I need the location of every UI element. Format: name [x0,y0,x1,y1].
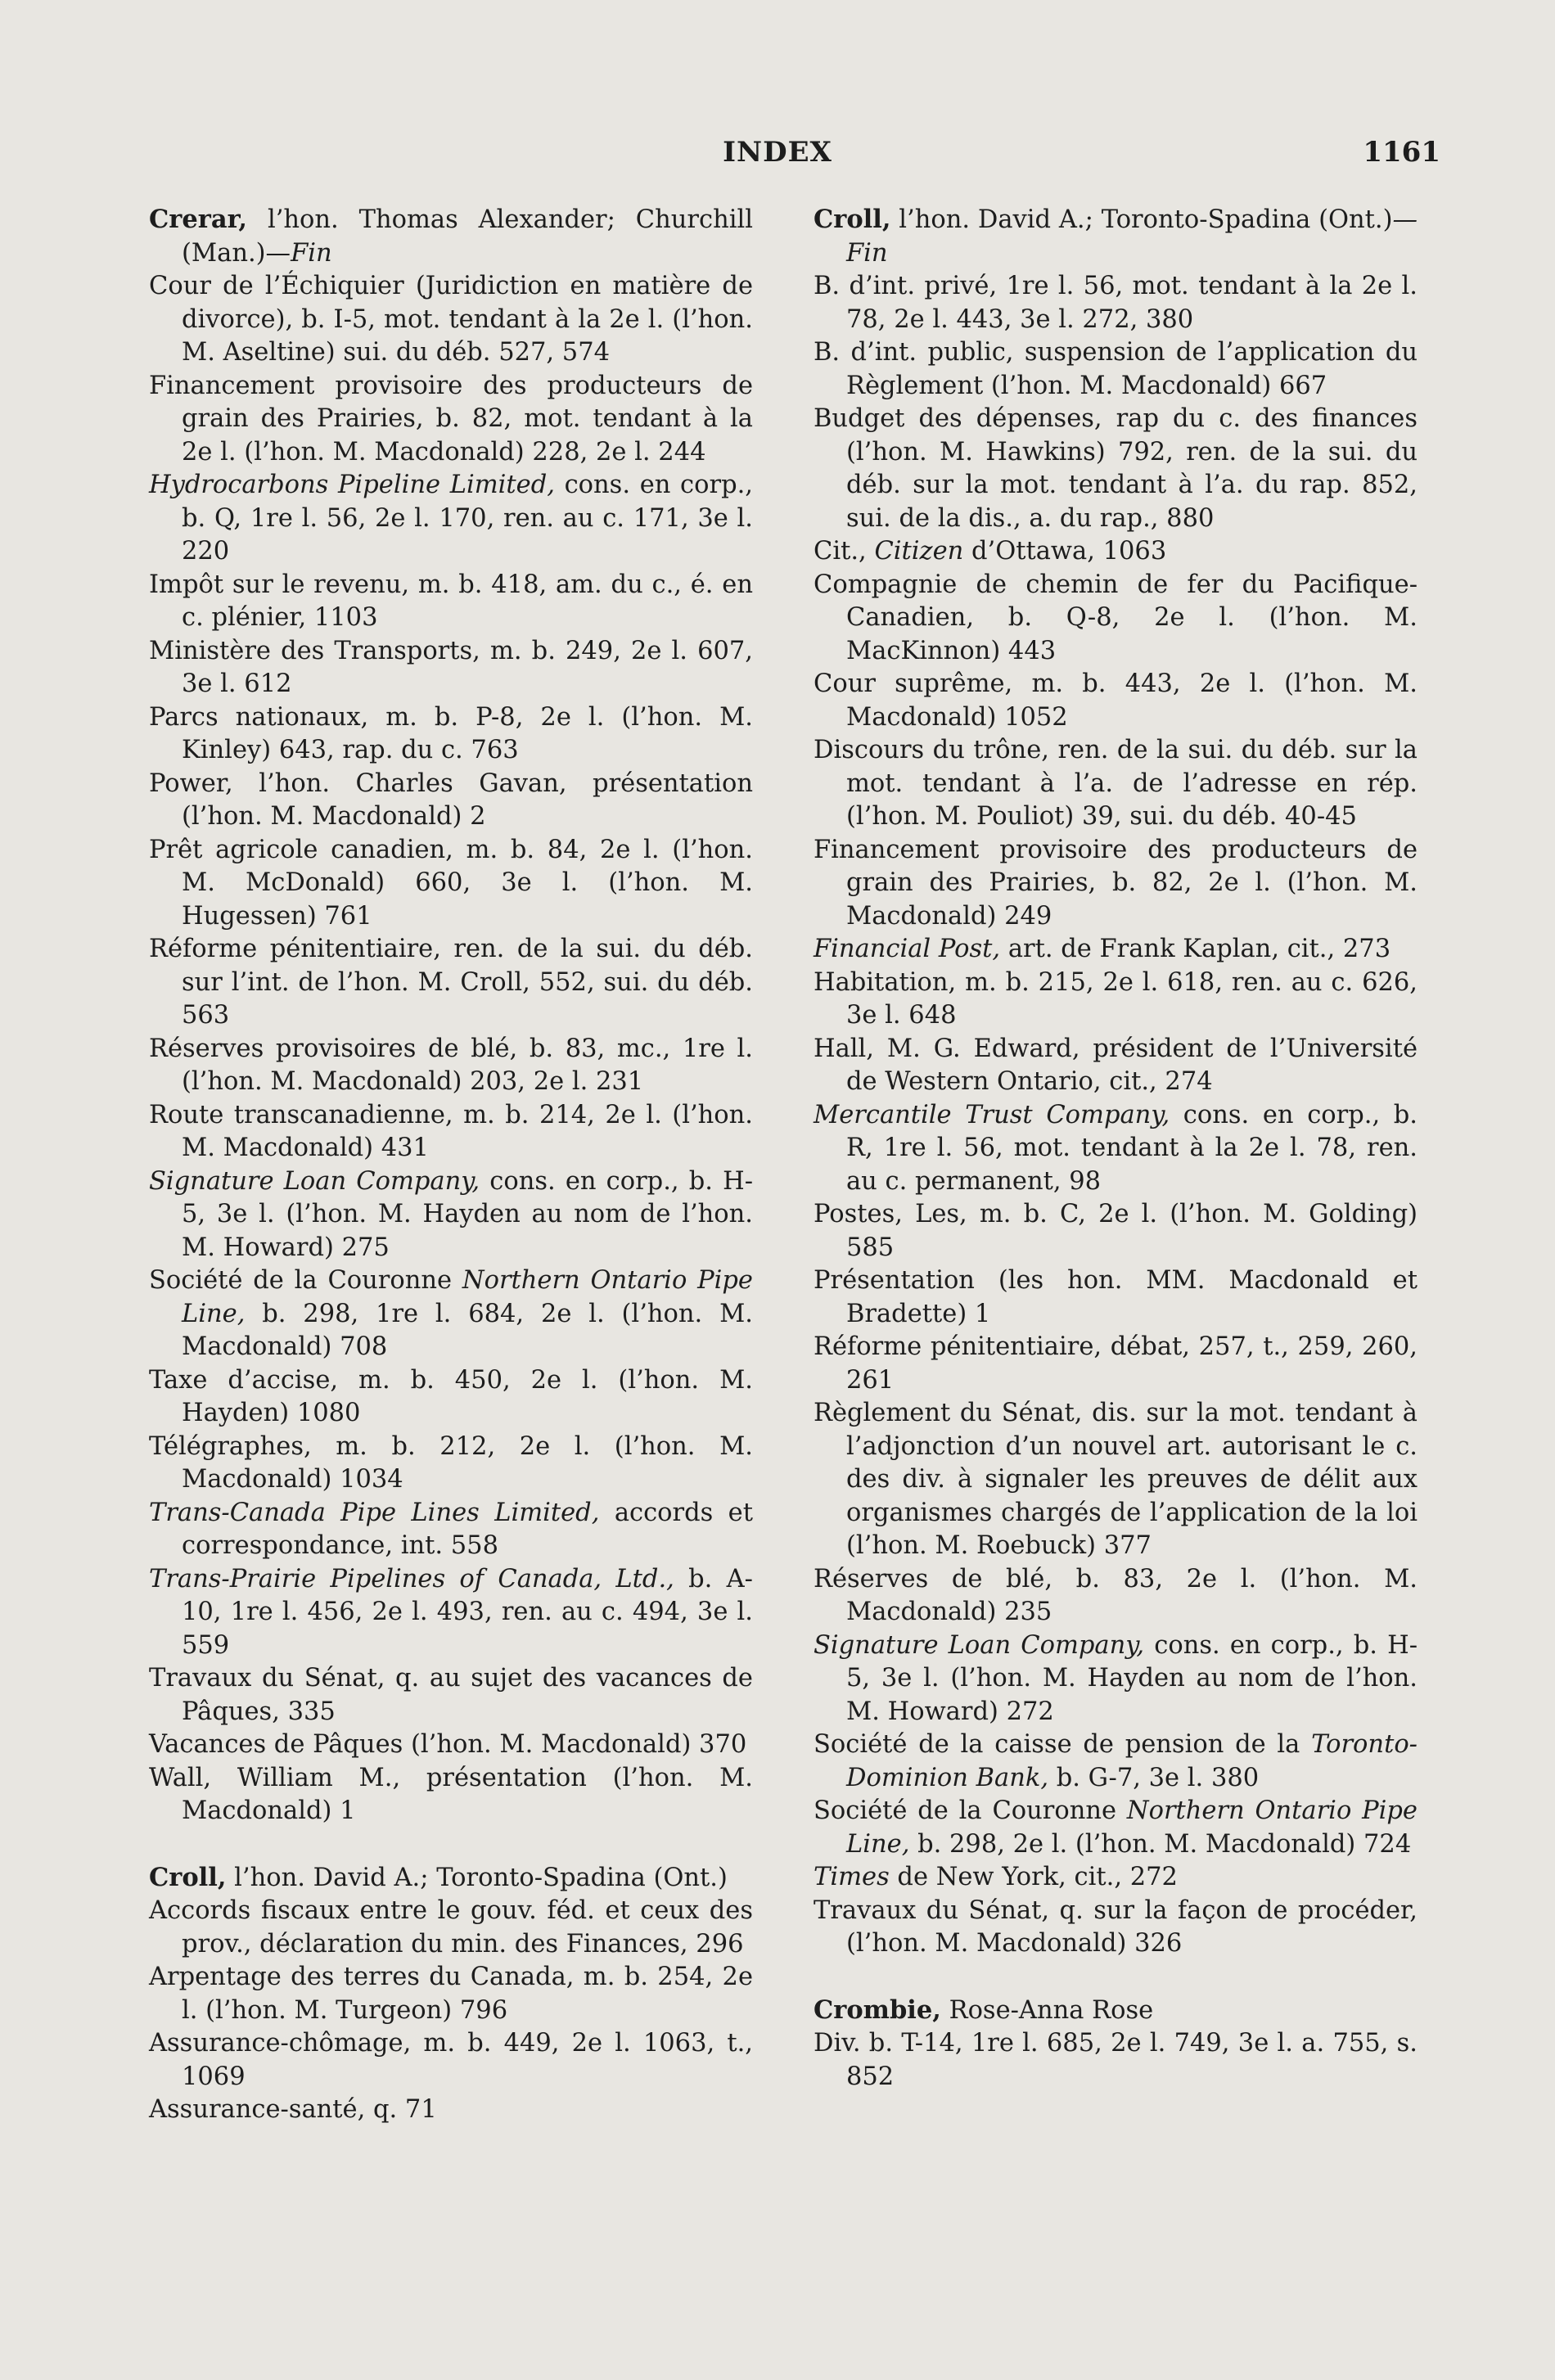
heading-name: Croll, [149,1862,227,1892]
index-subentry [115,1662,753,1729]
index-subentry [115,1729,753,1762]
index-subentry [115,1264,753,1364]
heading-name: Croll, [814,205,891,234]
index-subentry [115,701,753,768]
index-subentry [115,1099,753,1165]
entry-text: Réserves de blé, b. 83, 2e l. (l’hon. M. Macdonald) 235 [814,1564,1418,1626]
entry-italic-title: Signature Loan Company, [814,1630,1145,1660]
entry-text: Financement provisoire des producteurs de grain des Prairies, b. 82, 2e l. (l’hon. M. Macdonald) 249 [814,835,1418,931]
right-column [779,203,1418,2094]
index-subentry [779,535,1418,569]
entry-text: Parcs nationaux, m. b. P-8, 2e l. (l’hon. M. Kinley) 643, rap. du c. 763 [149,702,753,764]
index-subentry [115,1165,753,1265]
index-subentry [779,1563,1418,1629]
entry-text: B. d’int. public, suspension de l’application du Règlement (l’hon. M. Macdonald) 667 [814,338,1418,400]
index-subentry [779,734,1418,834]
index-subentry [115,635,753,701]
entry-text: B. d’int. privé, 1re l. 56, mot. tendant à la 2e l. 78, 2e l. 443, 3e l. 272, 380 [814,272,1418,334]
heading-detail: l’hon. David A.; Toronto-Spadina (Ont.) [890,205,1393,234]
entry-italic-title: Mercantile Trust Company, [814,1100,1170,1129]
entry-text: Réserves provisoires de blé, b. 83, mc., 1re l. (l’hon. M. Macdonald) 203, 2e l. 231 [149,1034,753,1096]
entry-italic-title: Northern Ontario Pipe Line, [182,1266,753,1328]
entry-text: Taxe d’accise, m. b. 450, 2e l. (l’hon. M. Hayden) 1080 [149,1365,753,1427]
index-heading [779,203,1418,270]
index-subentry [115,270,753,370]
entry-text: Wall, William M., présentation (l’hon. M. Macdonald) 1 [149,1763,753,1825]
entry-text: Cour suprême, m. b. 443, 2e l. (l’hon. M. Macdonald) 1052 [814,669,1418,732]
entry-text: Société de la Couronne [149,1266,462,1295]
index-subentry [115,1364,753,1431]
entry-text: cons. en corp., b. Q, 1re l. 56, 2e l. 170, ren. au c. 171, 3e l. 220 [182,471,753,566]
entry-text: Div. b. T-14, 1re l. 685, 2e l. 749, 3e l. a. 755, s. 852 [814,2029,1418,2091]
heading-detail: l’hon. Thomas Alexander; Churchill (Man.)— [182,205,753,268]
index-subentry [115,569,753,635]
entry-text: Prêt agricole canadien, m. b. 84, 2e l. (l’hon. M. McDonald) 660, 3e l. (l’hon. M. Hugessen) 761 [149,835,753,931]
entry-italic-title: Trans-Canada Pipe Lines Limited, [149,1498,600,1527]
entry-text: Financement provisoire des producteurs de grain des Prairies, b. 82, mot. tendant à la 2e l. (l’hon. M. Macdonald) 228, 2e l. 244 [149,371,753,467]
entry-text: de New York, cit., 272 [889,1863,1178,1891]
entry-text: Travaux du Sénat, q. au sujet des vacances de Pâques, 335 [149,1664,753,1726]
index-subentry [115,1033,753,1099]
index-subentry [779,2027,1418,2094]
entry-text: Réforme pénitentiaire, ren. de la sui. du déb. sur l’int. de l’hon. M. Croll, 552, sui. du déb. 563 [149,935,753,1030]
entry-text: Ministère des Transports, m. b. 249, 2e l. 607, 3e l. 612 [149,636,753,698]
index-subentry [115,933,753,1033]
entry-text: Postes, Les, m. b. C, 2e l. (l’hon. M. Golding) 585 [814,1200,1418,1262]
entry-text: Société de la Couronne [814,1796,1127,1825]
index-subentry [115,469,753,569]
entry-text: Route transcanadienne, m. b. 214, 2e l. (l’hon. M. Macdonald) 431 [149,1100,753,1162]
index-subentry [779,1629,1418,1729]
index-subentry [779,933,1418,967]
entry-text: Habitation, m. b. 215, 2e l. 618, ren. au c. 626, 3e l. 648 [814,967,1418,1030]
index-subentry [779,668,1418,734]
entry-text: art. de Frank Kaplan, cit., 273 [1000,935,1391,963]
entry-text: accords et correspondance, int. 558 [182,1498,753,1560]
entry-text: Arpentage des terres du Canada, m. b. 254, 2e l. (l’hon. M. Turgeon) 796 [149,1963,753,2025]
entry-italic-title: Trans-Prairie Pipelines of Canada, Ltd., [149,1564,674,1593]
entry-text: Cit., [814,537,875,566]
entry-text: Réforme pénitentiaire, débat, 257, t., 259, 260, 261 [814,1332,1418,1395]
entry-text: Hall, M. G. Edward, président de l’Université de Western Ontario, cit., 274 [814,1034,1418,1096]
index-subentry [779,270,1418,336]
entry-text: Vacances de Pâques (l’hon. M. Macdonald) 370 [149,1730,747,1759]
heading-continuation: Fin [291,238,332,268]
entry-text: Présentation (les hon. MM. Macdonald et Bradette) 1 [814,1266,1418,1328]
entry-text: cons. en corp., b. R, 1re l. 56, mot. tendant à la 2e l. 78, ren. au c. permanent, 98 [846,1100,1418,1196]
index-subentry [115,2094,753,2127]
left-column [115,203,753,2127]
heading-continuation: —Fin [846,205,1418,268]
index-subentry [779,1895,1418,1961]
index-subentry [779,1729,1418,1795]
entry-italic-title: Northern Ontario Pipe Line, [846,1796,1418,1859]
entry-text: Compagnie de chemin de fer du Pacifique-Canadien, b. Q-8, 2e l. (l’hon. M. MacKinnon) 443 [814,570,1418,665]
index-subentry [115,2027,753,2094]
index-subentry [779,1795,1418,1861]
entry-text: Règlement du Sénat, dis. sur la mot. tendant à l’adjonction d’un nouvel art. autorisant le c. des div. à signaler les preuves de délit aux organismes chargés de l’application de la loi (l’hon. M. Roebuck) 377 [814,1399,1418,1560]
index-heading [115,1861,753,1895]
entry-text: b. A-10, 1re l. 456, 2e l. 493, ren. au c. 494, 3e l. 559 [182,1564,753,1660]
entry-italic-title: Toronto-Dominion Bank, [846,1730,1418,1792]
index-subentry [115,768,753,834]
entry-text: Impôt sur le revenu, m. b. 418, am. du c., é. en c. plénier, 1103 [149,570,753,632]
entry-text: Power, l’hon. Charles Gavan, présentation (l’hon. M. Macdonald) 2 [149,769,753,831]
entry-italic-title: Hydrocarbons Pipeline Limited, [149,471,555,499]
heading-name: Crombie, [814,1995,941,2025]
entry-italic-title: Times [814,1863,890,1891]
entry-text: Accords fiscaux entre le gouv. féd. et ceux des prov., déclaration du min. des Finances, 296 [149,1896,753,1959]
index-subentry [115,1961,753,2027]
entry-text-after: b. 298, 2e l. (l’hon. M. Macdonald) 724 [909,1829,1412,1859]
entry-text-after: b. 298, 1re l. 684, 2e l. (l’hon. M. Macdonald) 708 [182,1299,753,1361]
index-subentry [115,1895,753,1961]
page-number: 1161 [1363,136,1440,169]
index-subentry [779,569,1418,669]
entry-text: Télégraphes, m. b. 212, 2e l. (l’hon. M. Macdonald) 1034 [149,1431,753,1494]
index-subentry [779,403,1418,535]
index-subentry [779,967,1418,1033]
entry-text: Société de la caisse de pension de la [814,1730,1312,1759]
heading-detail: l’hon. David A.; Toronto-Spadina (Ont.) [226,1863,728,1892]
index-subentry [115,1563,753,1663]
entry-text: Assurance-santé, q. 71 [149,2095,437,2124]
entry-text: Discours du trône, ren. de la sui. du déb. sur la mot. tendant à l’a. de l’adresse en rép. (l’hon. M. Pouliot) 39, sui. du déb. 40-45 [814,736,1418,831]
entry-italic-title: Signature Loan Company, [149,1166,480,1196]
index-subentry [779,1198,1418,1264]
index-subentry [779,1033,1418,1099]
index-subentry [115,1762,753,1828]
index-subentry [779,834,1418,934]
entry-italic-title: Citizen [874,537,964,566]
entry-text-after: b. G-7, 3e l. 380 [1048,1763,1260,1792]
entry-text: Travaux du Sénat, q. sur la façon de procéder, (l’hon. M. Macdonald) 326 [814,1895,1418,1958]
entry-text-after: d’Ottawa, 1063 [963,537,1167,566]
entry-italic-title: Financial Post, [814,935,1001,963]
index-heading [115,203,753,270]
index-heading [779,1994,1418,2028]
entry-text: Budget des dépenses, rap du c. des finances (l’hon. M. Hawkins) 792, ren. de la sui. du déb. sur la mot. tendant à l’a. du rap. 852, sui. de la dis., a. du rap., 880 [814,404,1418,533]
running-title: INDEX [723,136,832,169]
index-subentry [115,370,753,470]
index-subentry [115,1497,753,1563]
index-subentry [779,1331,1418,1397]
index-subentry [115,1431,753,1497]
index-subentry [779,1861,1418,1895]
entry-text: cons. en corp., b. H-5, 3e l. (l’hon. M. Hayden au nom de l’hon. M. Howard) 275 [182,1166,753,1262]
entry-text: Assurance-chômage, m. b. 449, 2e l. 1063, t., 1069 [149,2029,753,2091]
index-subentry [779,336,1418,403]
entry-text: Cour de l’Échiquier (Juridiction en matière de divorce), b. I-5, mot. tendant à la 2e l. (l’hon. M. Aseltine) sui. du déb. 527, 574 [149,272,753,367]
index-subentry [779,1397,1418,1563]
entry-text: cons. en corp., b. H-5, 3e l. (l’hon. M. Hayden au nom de l’hon. M. Howard) 272 [846,1630,1418,1726]
heading-detail: Rose-Anna Rose [940,1995,1154,2025]
heading-name: Crerar, [149,205,248,234]
index-subentry [115,834,753,934]
index-subentry [779,1264,1418,1331]
index-subentry [779,1099,1418,1199]
